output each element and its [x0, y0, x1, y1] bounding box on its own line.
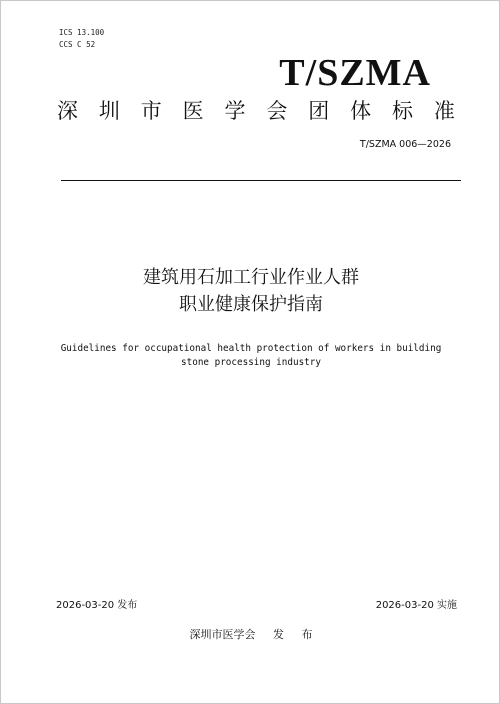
- publisher: 深圳市医学会 发 布: [189, 628, 313, 641]
- organization-title: [57, 97, 455, 125]
- chinese-title-line-2: 职业健康保护指南: [179, 294, 323, 315]
- header-divider: [61, 180, 461, 181]
- org-char: 圳: [98, 99, 120, 123]
- implementation-date: 2026-03-20 实施: [375, 600, 457, 611]
- org-char: 准: [433, 99, 455, 123]
- standard-logo: T/SZMA: [279, 52, 431, 94]
- org-char: 体: [350, 99, 372, 123]
- ccs-code: CCS C 52: [59, 40, 96, 49]
- org-char: 市: [140, 99, 162, 123]
- org-char: 会: [266, 99, 288, 123]
- chinese-title-line-1: 建筑用石加工行业作业人群: [143, 267, 359, 288]
- ics-code: ICS 13.100: [59, 28, 105, 37]
- chinese-title: [41, 264, 461, 318]
- english-title: [31, 342, 471, 370]
- org-char: 团: [308, 99, 330, 123]
- org-char: 学: [224, 99, 246, 123]
- issue-date: 2026-03-20 发布: [56, 600, 138, 611]
- org-char: 医: [182, 99, 204, 123]
- org-char: 深: [57, 99, 78, 123]
- standard-number: T/SZMA 006—2026: [359, 139, 451, 150]
- org-char: 标: [392, 99, 413, 123]
- english-title-line-2: stone processing industry: [181, 357, 321, 368]
- english-title-line-1: Guidelines for occupational health protection of workers in building: [60, 343, 442, 354]
